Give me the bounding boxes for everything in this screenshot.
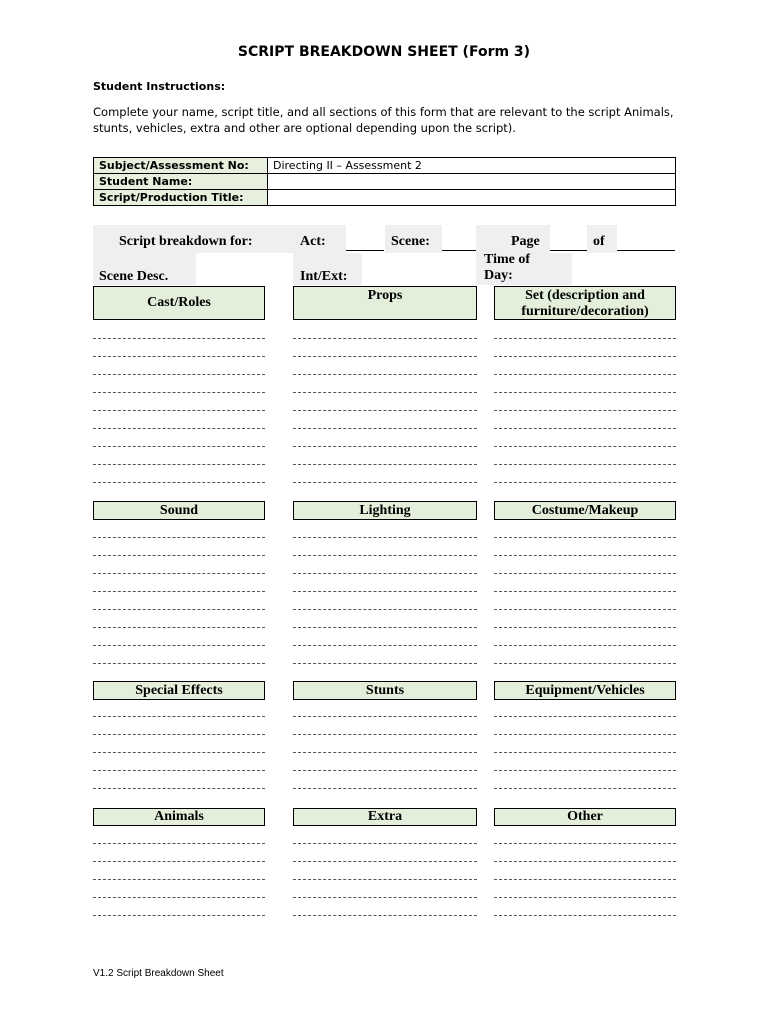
writing-line[interactable] (293, 464, 477, 465)
writing-line[interactable] (93, 555, 265, 556)
subject-label: Subject/Assessment No: (94, 158, 268, 174)
info-row-student (94, 174, 676, 190)
writing-line[interactable] (293, 752, 477, 753)
writing-line[interactable] (293, 482, 477, 483)
writing-line[interactable] (293, 861, 477, 862)
writing-line[interactable] (494, 915, 676, 916)
writing-line[interactable] (494, 788, 676, 789)
writing-line[interactable] (494, 573, 676, 574)
info-row-script (94, 190, 676, 206)
writing-line[interactable] (494, 555, 676, 556)
writing-line[interactable] (93, 897, 265, 898)
writing-line[interactable] (93, 446, 265, 447)
writing-line[interactable] (293, 356, 477, 357)
section-cast-roles: Cast/Roles (93, 286, 265, 320)
writing-line[interactable] (293, 338, 477, 339)
breakdown-for-label: Script breakdown for: (119, 234, 253, 249)
int-ext-label: Int/Ext: (300, 269, 348, 284)
section-special-effects: Special Effects (93, 681, 265, 700)
writing-line[interactable] (93, 338, 265, 339)
instructions-text: Complete your name, script title, and all sections of this form that are relevant to the script Animals, stunts, vehicles, extra and other are optional depending upon the script). (93, 105, 674, 135)
writing-line[interactable] (494, 446, 676, 447)
writing-line[interactable] (93, 879, 265, 880)
page-field[interactable] (550, 250, 587, 251)
writing-line[interactable] (494, 843, 676, 844)
section-equipment-vehicles: Equipment/Vehicles (494, 681, 676, 700)
writing-line[interactable] (494, 627, 676, 628)
writing-line[interactable] (93, 537, 265, 538)
writing-line[interactable] (494, 537, 676, 538)
writing-line[interactable] (93, 482, 265, 483)
writing-line[interactable] (494, 897, 676, 898)
writing-line[interactable] (293, 428, 477, 429)
writing-line[interactable] (494, 752, 676, 753)
writing-line[interactable] (494, 464, 676, 465)
writing-line[interactable] (93, 752, 265, 753)
section-costume-makeup: Costume/Makeup (494, 501, 676, 520)
time-of-day-label: Time of Day: (484, 252, 531, 283)
writing-line[interactable] (293, 573, 477, 574)
section-set: Set (description and furniture/decoration) (494, 286, 676, 320)
writing-line[interactable] (494, 591, 676, 592)
writing-line[interactable] (93, 428, 265, 429)
writing-line[interactable] (293, 627, 477, 628)
section-lighting: Lighting (293, 501, 477, 520)
student-name-label: Student Name: (94, 174, 268, 190)
act-field[interactable] (346, 250, 384, 251)
writing-line[interactable] (93, 770, 265, 771)
writing-line[interactable] (293, 843, 477, 844)
writing-line[interactable] (93, 915, 265, 916)
writing-line[interactable] (293, 609, 477, 610)
writing-line[interactable] (93, 392, 265, 393)
writing-line[interactable] (293, 410, 477, 411)
section-extra: Extra (293, 808, 477, 826)
writing-line[interactable] (93, 356, 265, 357)
writing-line[interactable] (93, 645, 265, 646)
writing-line[interactable] (494, 645, 676, 646)
writing-line[interactable] (494, 716, 676, 717)
page-label: Page (511, 234, 540, 249)
writing-line[interactable] (293, 734, 477, 735)
writing-line[interactable] (494, 663, 676, 664)
writing-line[interactable] (494, 410, 676, 411)
footer-version: V1.2 Script Breakdown Sheet (93, 968, 224, 979)
writing-line[interactable] (93, 374, 265, 375)
writing-line[interactable] (293, 645, 477, 646)
instructions-label: Student Instructions: (93, 80, 226, 93)
of-field[interactable] (617, 250, 675, 251)
section-sound: Sound (93, 501, 265, 520)
scene-desc-label: Scene Desc. (99, 269, 169, 284)
writing-line[interactable] (293, 392, 477, 393)
writing-line[interactable] (93, 573, 265, 574)
writing-line[interactable] (293, 591, 477, 592)
writing-line[interactable] (93, 609, 265, 610)
act-label: Act: (300, 234, 326, 249)
writing-line[interactable] (293, 788, 477, 789)
section-other: Other (494, 808, 676, 826)
writing-line[interactable] (494, 374, 676, 375)
writing-line[interactable] (494, 482, 676, 483)
writing-line[interactable] (293, 770, 477, 771)
student-name-field[interactable] (268, 174, 676, 190)
info-table (93, 157, 676, 206)
writing-line[interactable] (494, 356, 676, 357)
writing-line[interactable] (93, 734, 265, 735)
scene-label: Scene: (391, 234, 430, 249)
writing-line[interactable] (93, 716, 265, 717)
writing-line[interactable] (93, 663, 265, 664)
writing-line[interactable] (494, 879, 676, 880)
writing-line[interactable] (93, 788, 265, 789)
writing-line[interactable] (93, 591, 265, 592)
writing-line[interactable] (494, 770, 676, 771)
writing-line[interactable] (494, 861, 676, 862)
writing-line[interactable] (494, 609, 676, 610)
of-label: of (593, 234, 605, 249)
writing-line[interactable] (293, 555, 477, 556)
writing-line[interactable] (293, 879, 477, 880)
section-props: Props (293, 286, 477, 320)
writing-line[interactable] (293, 716, 477, 717)
writing-line[interactable] (293, 374, 477, 375)
writing-line[interactable] (93, 861, 265, 862)
writing-line[interactable] (293, 446, 477, 447)
info-row-subject (94, 158, 676, 174)
writing-line[interactable] (293, 897, 477, 898)
script-title-field[interactable] (268, 190, 676, 206)
writing-line[interactable] (293, 915, 477, 916)
writing-line[interactable] (93, 464, 265, 465)
writing-line[interactable] (494, 392, 676, 393)
writing-line[interactable] (293, 537, 477, 538)
writing-line[interactable] (494, 338, 676, 339)
section-stunts: Stunts (293, 681, 477, 700)
script-title-label: Script/Production Title: (94, 190, 268, 206)
writing-line[interactable] (93, 627, 265, 628)
subject-value[interactable]: Directing II – Assessment 2 (268, 158, 676, 174)
scene-field[interactable] (442, 250, 476, 251)
writing-line[interactable] (494, 734, 676, 735)
section-animals: Animals (93, 808, 265, 826)
writing-line[interactable] (93, 410, 265, 411)
writing-line[interactable] (93, 843, 265, 844)
page-title: SCRIPT BREAKDOWN SHEET (Form 3) (237, 44, 531, 60)
writing-line[interactable] (293, 663, 477, 664)
writing-line[interactable] (494, 428, 676, 429)
